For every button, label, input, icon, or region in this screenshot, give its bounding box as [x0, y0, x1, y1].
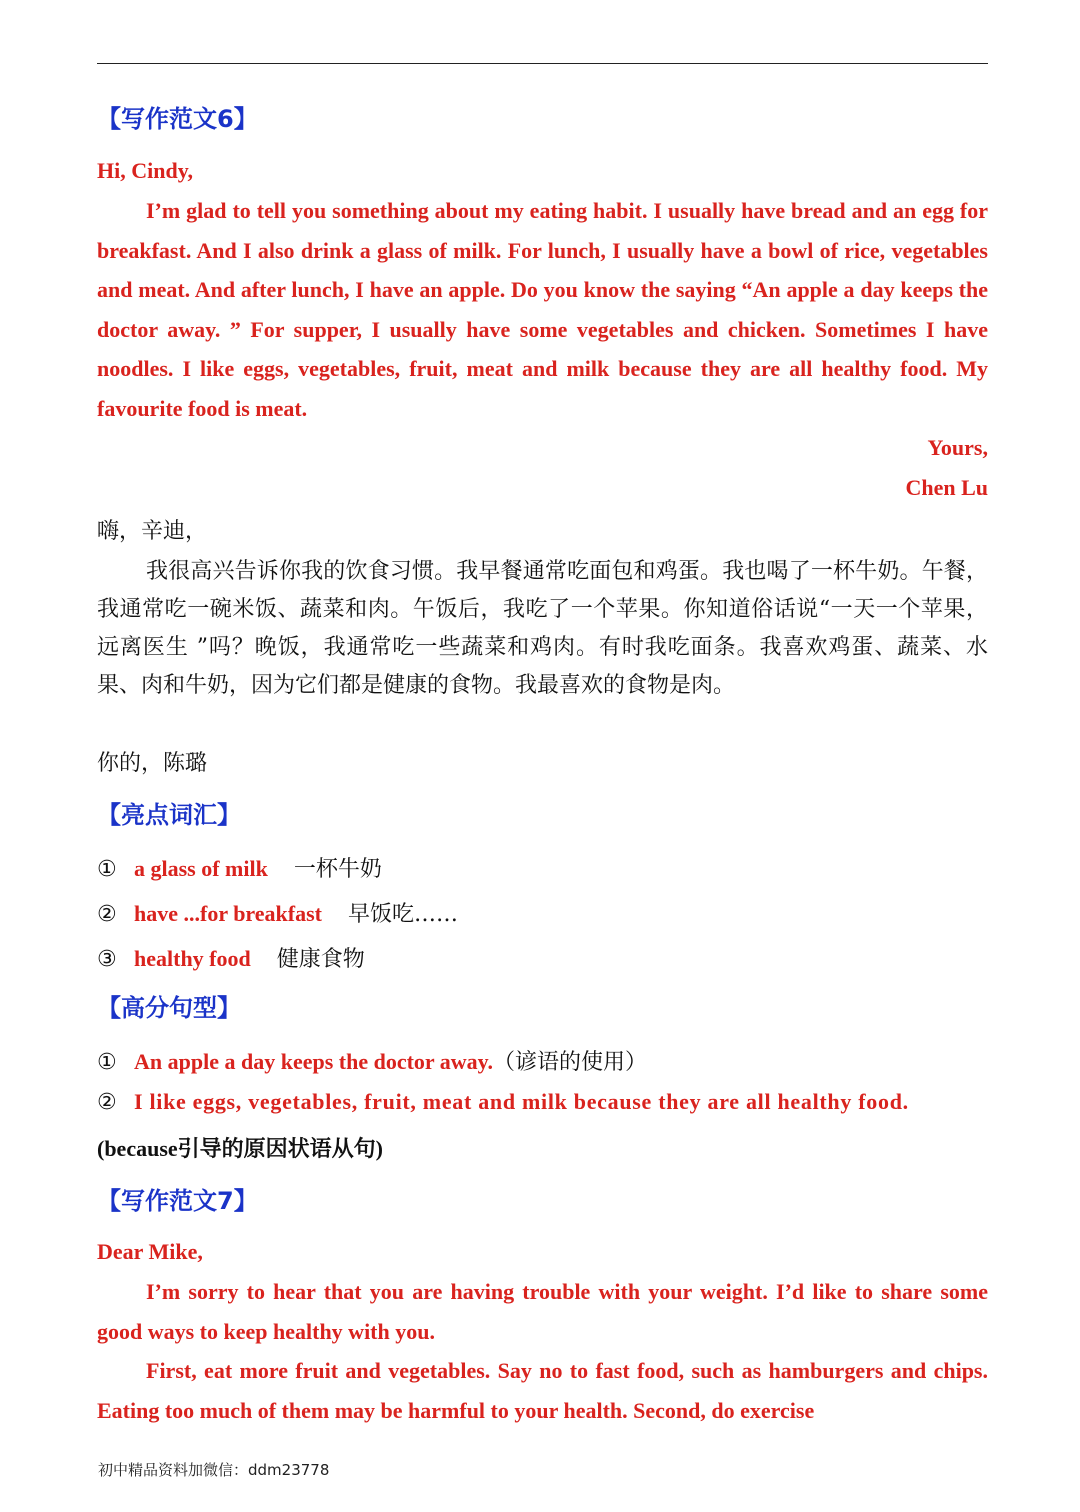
- item-number: ②: [97, 1090, 117, 1115]
- sentence-english: I like eggs, vegetables, fruit, meat and milk because they are all healthy food.: [134, 1089, 909, 1114]
- vocab-chinese: 早饭吃……: [348, 902, 459, 927]
- top-rule: [97, 63, 988, 64]
- essay7-paragraph-1: I’m sorry to hear that you are having trouble with your weight. I’d like to share some good ways to keep healthy with you.: [97, 1279, 988, 1344]
- sentence-english: An apple a day keeps the doctor away.: [134, 1049, 493, 1074]
- vocab-english: healthy food: [134, 946, 251, 971]
- vocab-item: [97, 941, 365, 979]
- item-number: ③: [97, 947, 117, 972]
- sentences-heading: 【高分句型】: [97, 994, 241, 1022]
- sentence-note: (because引导的原因状语从句): [97, 1136, 383, 1161]
- essay6-heading: 【写作范文6】: [97, 105, 258, 133]
- sentence-note: （谚语的使用）: [492, 1050, 647, 1075]
- item-number: ①: [97, 857, 117, 882]
- essay7-paragraph-2: First, eat more fruit and vegetables. Say no to fast food, such as hamburgers and chips. Eating too much of them may be harmful to your health. Second, do exercise: [97, 1358, 988, 1423]
- vocab-chinese: 一杯牛奶: [293, 857, 382, 882]
- essay6-body: I’m glad to tell you something about my eating habit. I usually have bread and an egg for breakfast. And I also drink a glass of milk. For lunch, I usually have a bowl of rice, vegetables and meat. And after lunch, I have an apple. Do you know the saying “An apple a day keeps the doctor away. ” For supper, I usually have some vegetables and chicken. Sometimes I have noodles. I like eggs, vegetables, fruit, meat and milk because they are all healthy food. My favourite food is meat.: [97, 198, 988, 421]
- footer-note: 初中精品资料加微信：ddm23778: [98, 1461, 330, 1479]
- essay6-zh-greeting: 嗨，辛迪，: [97, 519, 208, 544]
- item-number: ②: [97, 902, 117, 927]
- sentence-item: [97, 1089, 988, 1115]
- vocab-item: [97, 851, 382, 889]
- vocab-chinese: 健康食物: [276, 947, 365, 972]
- vocab-english: have ...for breakfast: [134, 901, 323, 926]
- essay7-heading: 【写作范文7】: [97, 1187, 258, 1215]
- essay6-closing: Yours,: [927, 435, 988, 460]
- essay6-zh-closing: 你的，陈璐: [97, 751, 208, 776]
- sentence-item: [97, 1044, 647, 1082]
- essay6-greeting: Hi, Cindy,: [97, 158, 193, 183]
- essay6-signature: Chen Lu: [905, 475, 988, 500]
- vocab-english: a glass of milk: [134, 856, 268, 881]
- essay6-zh-body: 我很高兴告诉你我的饮食习惯。我早餐通常吃面包和鸡蛋。我也喝了一杯牛奶。午餐，我通常吃一碗米饭、蔬菜和肉。午饭后，我吃了一个苹果。你知道俗话说“一天一个苹果，远离医生 ”吗？晚饭，我通常吃一些蔬菜和鸡肉。有时我吃面条。我喜欢鸡蛋、蔬菜、水果、肉和牛奶，因为它们都是健康的食物。我最喜欢的食物是肉。: [97, 559, 988, 698]
- vocab-heading: 【亮点词汇】: [97, 801, 241, 829]
- vocab-item: [97, 896, 458, 934]
- essay7-greeting: Dear Mike,: [97, 1239, 203, 1264]
- item-number: ①: [97, 1050, 117, 1075]
